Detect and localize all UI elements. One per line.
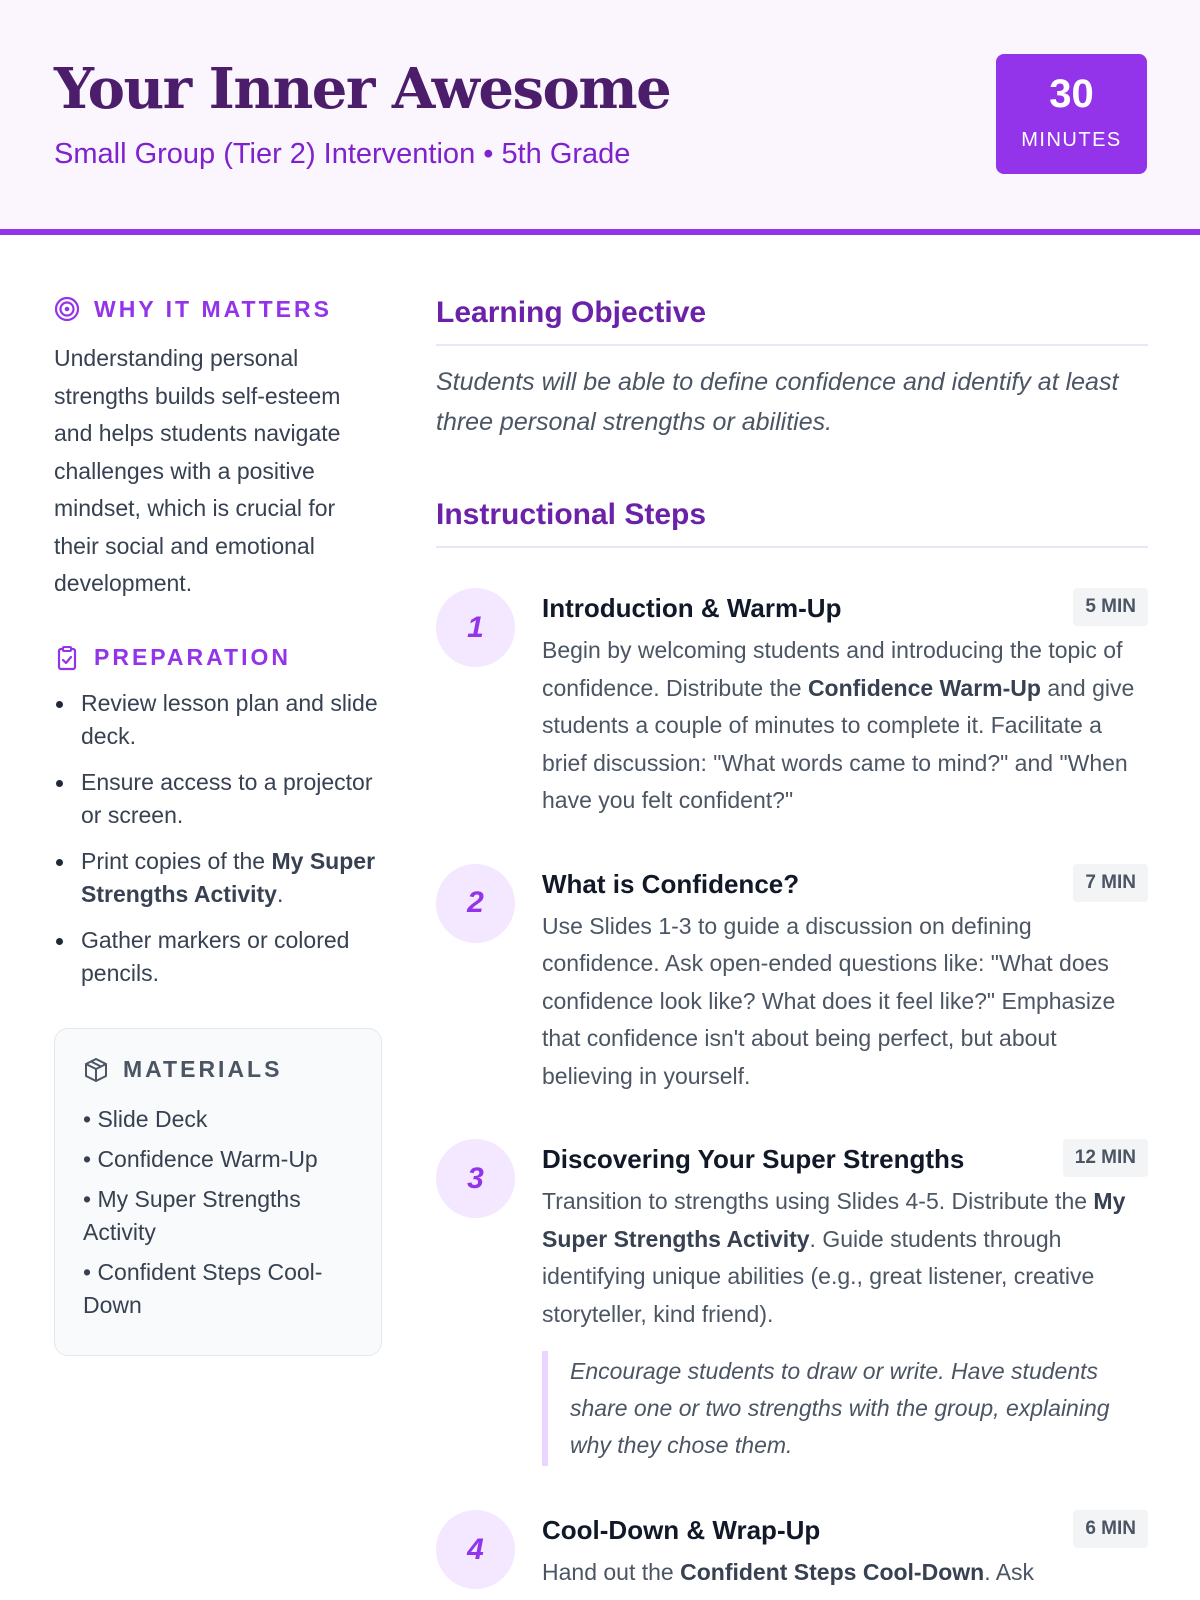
materials-list bbox=[83, 1103, 353, 1322]
duration-value: 30 bbox=[1049, 72, 1094, 116]
lesson-header bbox=[0, 0, 1200, 235]
step-description: Hand out the Confident Steps Cool-Down. Ask bbox=[542, 1559, 1035, 1585]
step-1 bbox=[436, 588, 1148, 820]
step-duration-badge: 6 MIN bbox=[1073, 1510, 1148, 1548]
step-title: Introduction & Warm-Up bbox=[542, 593, 842, 623]
list-item: Gather markers or colored pencils. bbox=[54, 924, 384, 990]
box-icon bbox=[83, 1057, 109, 1083]
steps-title: Instructional Steps bbox=[436, 498, 1148, 548]
target-icon bbox=[54, 296, 80, 322]
step-number: 1 bbox=[436, 588, 515, 667]
step-note-quote: Encourage students to draw or write. Have students share one or two strengths with the group, explaining why they chose them. bbox=[542, 1351, 1148, 1466]
preparation-list bbox=[54, 687, 384, 990]
objective-text: Students will be able to define confidence and identify at least three personal strengths or abilities. bbox=[436, 368, 1119, 436]
step-2 bbox=[436, 864, 1148, 1096]
step-3 bbox=[436, 1139, 1148, 1466]
objective-title: Learning Objective bbox=[436, 296, 1148, 346]
step-title: Discovering Your Super Strengths bbox=[542, 1144, 965, 1174]
step-number: 2 bbox=[436, 864, 515, 943]
why-it-matters-text: Understanding personal strengths builds self-esteem and helps students navigate challenges with a positive mindset, which is crucial for their social and emotional development. bbox=[54, 345, 341, 596]
step-4 bbox=[436, 1510, 1148, 1592]
step-title: Cool-Down & Wrap-Up bbox=[542, 1515, 821, 1545]
step-duration-badge: 5 MIN bbox=[1073, 588, 1148, 626]
list-item: Ensure access to a projector or screen. bbox=[54, 766, 384, 832]
why-it-matters-label: WHY IT MATTERS bbox=[94, 295, 332, 322]
list-item: • Slide Deck bbox=[83, 1105, 208, 1132]
step-description: Begin by welcoming students and introducing the topic of confidence. Distribute the Confidence Warm-Up and give students a couple of minutes to complete it. Facilitate a brief discussion: "What words came to mind?" and "When have you felt confident?" bbox=[542, 637, 1135, 813]
list-item: Review lesson plan and slide deck. bbox=[54, 687, 384, 753]
step-number: 4 bbox=[436, 1510, 515, 1589]
materials-heading bbox=[83, 1055, 353, 1085]
clipboard-icon bbox=[54, 645, 80, 671]
preparation-label: PREPARATION bbox=[94, 644, 291, 670]
step-header bbox=[542, 1510, 1148, 1550]
list-item: • My Super Strengths Activity bbox=[83, 1185, 301, 1245]
step-description: Transition to strengths using Slides 4-5. Distribute the My Super Strengths Activity. Guide students through identifying unique abilities (e.g., great listener, creative storyteller, kind friend). bbox=[542, 1188, 1126, 1327]
main-content bbox=[436, 296, 1148, 1600]
duration-label: MINUTES bbox=[1021, 129, 1122, 151]
step-header bbox=[542, 864, 1148, 904]
lesson-subtitle: Small Group (Tier 2) Intervention • 5th Grade bbox=[54, 138, 631, 170]
sidebar bbox=[54, 294, 384, 1356]
step-header bbox=[542, 588, 1148, 628]
list-item: • Confidence Warm-Up bbox=[83, 1145, 318, 1172]
materials-card bbox=[54, 1028, 382, 1356]
step-number: 3 bbox=[436, 1139, 515, 1218]
materials-label: MATERIALS bbox=[123, 1056, 283, 1082]
why-it-matters-heading bbox=[54, 294, 384, 324]
step-header bbox=[542, 1139, 1148, 1179]
duration-badge bbox=[996, 54, 1147, 174]
list-item: Print copies of the My Super Strengths Activity. bbox=[54, 845, 384, 911]
lesson-title: Your Inner Awesome bbox=[54, 56, 671, 122]
step-title: What is Confidence? bbox=[542, 868, 800, 899]
step-duration-badge: 12 MIN bbox=[1063, 1139, 1148, 1177]
step-description: Use Slides 1-3 to guide a discussion on defining confidence. Ask open-ended questions like: "What does confidence look like? What does it feel like?" Emphasize that confidence isn't about being perfect, but about believing in yourself. bbox=[542, 912, 1116, 1089]
step-duration-badge: 7 MIN bbox=[1073, 864, 1148, 902]
list-item: • Confident Steps Cool-Down bbox=[83, 1258, 323, 1318]
steps-list bbox=[436, 588, 1148, 1592]
preparation-heading bbox=[54, 643, 384, 673]
